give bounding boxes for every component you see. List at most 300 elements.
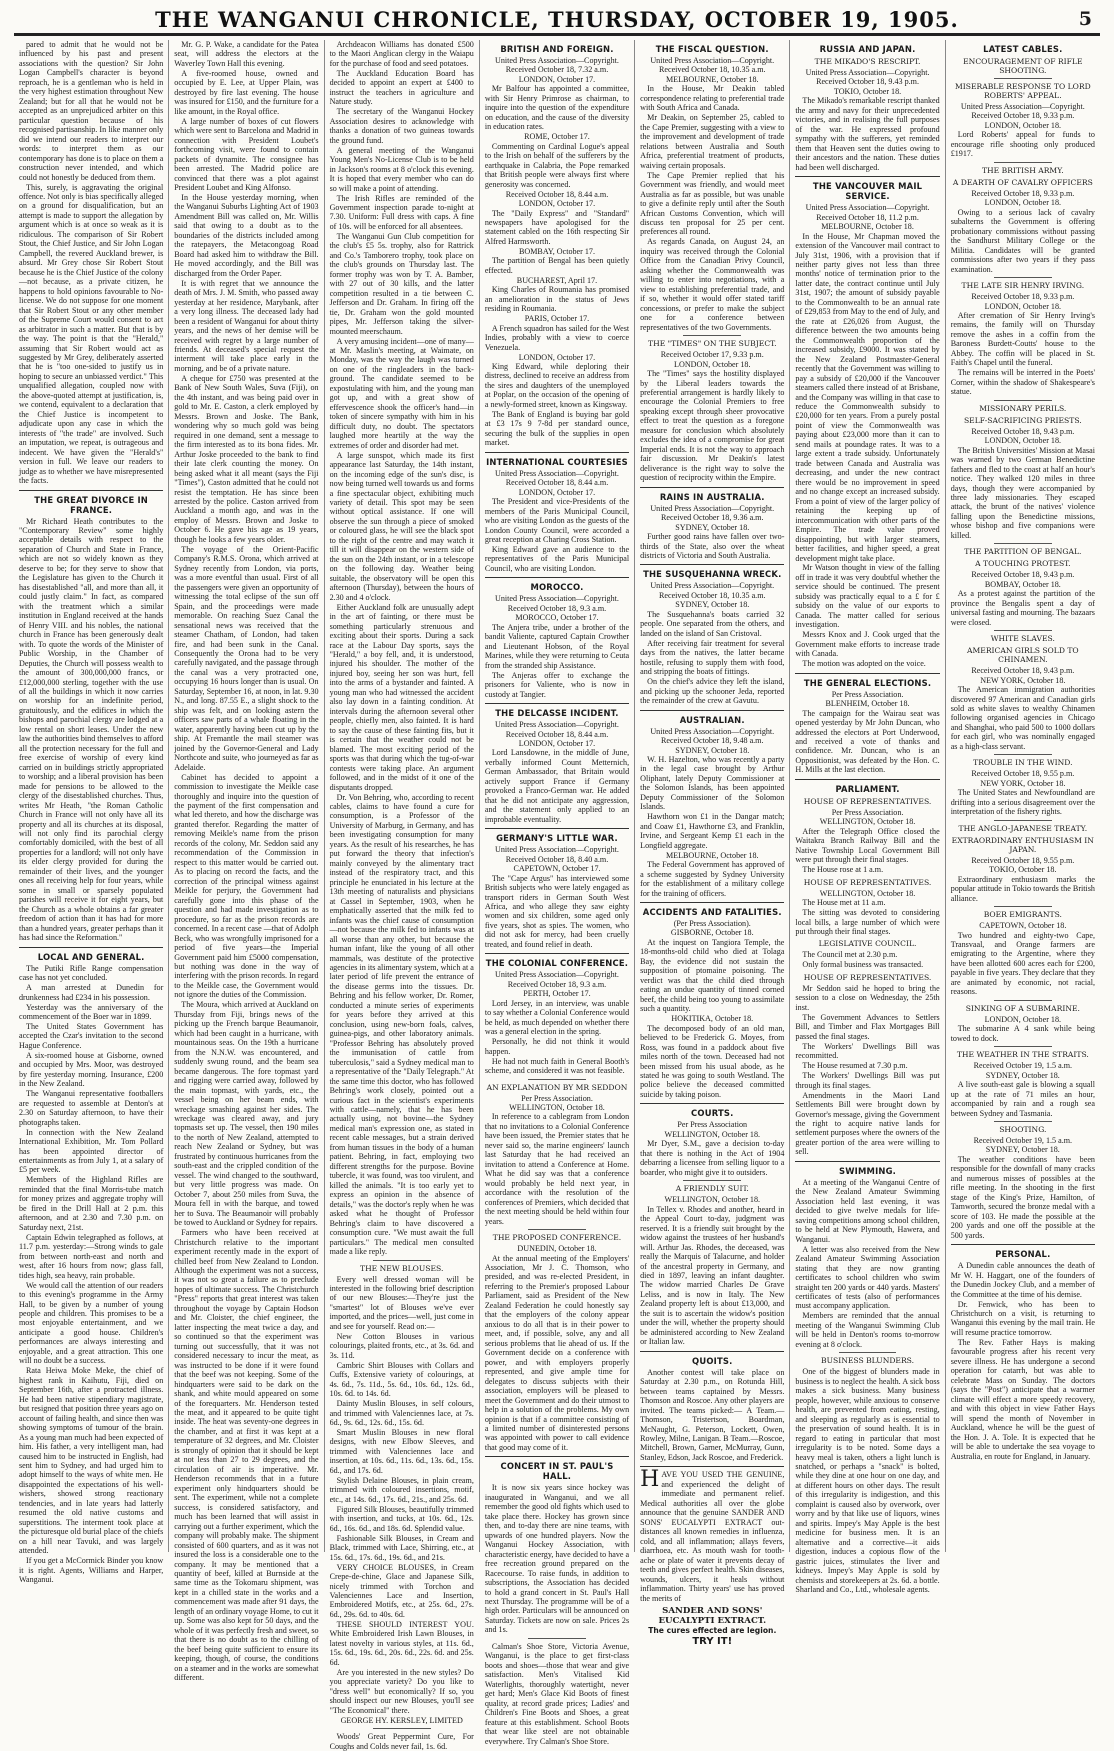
article-paragraph: The Mikado's remarkable rescript thanked the army and navy for their unprecedented victories, and in realising the full purposes of the war. He expressed profound sympathy with the sufferers, yet reminded them that Heaven sent the duties owing to their ancestors and the nation. These duties had been well discharged. [795,96,940,172]
article-paragraph: Further good rains have fallen over two-thirds of the State, also over the wheat districts of Victoria and South Australia. [640,532,785,560]
article-paragraph: The Workers' Dwellings Bill was put through its final stages. [795,1071,940,1090]
newspaper-title: THE WANGANUI CHRONICLE, THURSDAY, OCTOBER 19, 1905. [155,6,959,32]
dateline: PARIS, October 17. [524,314,590,324]
article-paragraph: The Cape Premier replied that his Government was friendly, and would meet Australia as far as possible, but was unable to give a definite reply until after the South African Customs Convention, which will discuss ten proposal for 25 per cent. preferences all round. [640,170,785,237]
dateline: Per Press Association. [831,689,904,699]
article-paragraph: Only formal business was transacted. [802,960,924,970]
column-5 [635,40,790,1647]
dateline: United Press Association—Copyright. Received October 18, 8.40 a.m. [495,845,619,864]
article-paragraph: Dr. Fenwick, who has been to Christchurch on a visit, is returning to Wanganui this evening by the mail train. He will resume practice tomorrow. [950,1299,1095,1337]
column-3 [325,40,480,1751]
article-paragraph: Personally, he did not think it would happen. [484,1037,630,1056]
article-paragraph: Mr Richard Heath contributes to the "Contemporary Review" some highly acceptable details with respect to the separation of Church and State in France, which are not so widely known as they deserve to be; for they serve to show that the Legislature has given to the Church it has disestablished "all, and more than all, it could justly claim." In fact, as compared with the treatment which a similar institution in England received at the hands of Henry VIII. and his nobles, the national church in France has been generously dealt with. To quote the words of the Minister of Public Worship, in the Chamber of Deputies, the Church will possess wealth to the amount of 300,000,000 francs, or £12,000,000 sterling, together with the use of all the buildings in which it now carries on worship for an indefinite period, gratuitously, and the edifices in which the bishops and parochial clergy are lodged at a low rental on short leases. Under the new law the authorities bind themselves to afford all the protection necessary for the full and free exercise of worship of every kind carried on in buildings strictly appropriated to worship; and a liberal provision has been made for pensions to be allowed to the clergy of the disestablished churches. Thus, writes Mr Heath, "the Roman Catholic Church in France will not only have all its property and all its churches at its disposal, will not only find its parochial clergy comfortably domiciled, with the best of all properties for a landlord; will not only have its elder clergy provided for during the remainder of their lives, and the younger ones all receiving help for four years, while some in small or sparsely populated parishes will receive it for eight years, but the Church as a whole obtains a far greater freedom of action than it has had for more than a hundred years, greater perhaps than it has had since the Reformation." [19,516,164,943]
article-paragraph: The House met at 11 a.m. [802,898,886,908]
article-paragraph: The Anjera tribe, under a brother of the bandit Valiente, captured Captain Crowther and Lieutenant Hobson, of the Royal Marines, while they were returning to Ceuta from the stranded ship Assistance. [484,622,630,670]
section-subheading: MISSIONARY PERILS. [979,403,1067,413]
article-paragraph: Either Auckland folk are unusually adept in the art of fainting, or there must be something particularly strenuous and exciting about their sports. During a sack race at the Labour Day sports, says the "Herald," a boy fell, and, it is understood, injured his shoulder. The mother of the injured boy, seeing her son was hurt, fell into the arms of a bystander and fainted. A young man who had witnessed the accident also lay down in a fainting condition. At intervals during the afternoon several other people, chiefly men, also fainted. It is hard to say the cause of these fainting fits, but it is certain that the weather could not be blamed. The most exciting period of the sports was that during which the tug-of-war contests were taking place. An argument followed, and in the midst of it one of the disputants dropped. [329,602,474,792]
article-paragraph: Mr Deakin, on September 25, cabled to the Cape Premier, suggesting with a view to the improvement and development of trade relations between Australia and South Africa, preferential treatment of products, waiving certain proposals. [640,113,785,170]
article-paragraph: In reference to a cablegram from London that no invitations to a Colonial Conference have been issued, the Premier states that he never said so, the marine engineers' launch last Saturday that he had received an invitation to attend a Conference at Home. What he did say was that a conference would probably be held next year, in accordance with the resolution of the conferences of Premiers, which decided that the next meeting should be held within four years. [484,1112,630,1226]
section-heading: THE GREAT DIVORCE IN FRANCE. [34,494,149,515]
article-paragraph: On the chief's advice they left the island, and picking up the schooner Jeda, reported the remainder of the crew at Gavutu. [640,677,785,706]
article-paragraph: One of the biggest of blunders made in business is to neglect the health. A sick boss makes a sick business. Many business people, however, while anxious to conserve health, are prevented from eating, resting, and sleeping as regularly as is essential to the preservation of sound health. It is in regard to eating in particular that most irregularity is to be noted. Some days a heavy meal is taken, others a light lunch is snatched, or perhaps a "snack" is bolted, while they dine at one hour on one day, and at different hours on other days. The result of this irregularity is indigestion, and this complaint is caused also by overwork, over worry and by that like use of liquors, wines and spirits. Impey's May Apple is the best medicine for business men. It is an alternative and a corrective—it aids digestion, induces a copious flow of the gastric juices, stimulates the liver and kidneys. Impey's May Apple is sold by chemists and storekeepers at 2s. 6d. a bottle. Sharland and Co., Ltd., wholesale agents. [795,1367,940,1595]
ad-body: AVE YOU USED THE GENUINE, and experienced the delight of immediate and permanent relief. Medical authorities all over the globe announce that the genuine SANDER AND SONS' EUCALYPTI EXTRACT out-distances all known remedies in influenza, cold, and all inflammation; allays fevers, diarrhoea, etc. As mouth wash for tooth-ache or plate of water it prevents decay of teeth and gives perfect health. Skin diseases, wounds, ulcers, it heals without inflammation. Thirty years' use has proved the merits of [640,1470,785,1603]
article-paragraph: A French squadron has sailed for the West Indies, probably with a view to coerce Venezuela. [484,323,630,352]
article-paragraph: Hawthorn won £1 in the Dangar match; and Coaw £1, Hawthorne £3, and Franklin, Irvine, and Sergeant Kemp £1 each in the Longfield aggregate. [640,812,785,850]
article-paragraph: The Bank of England is buying bar gold at £3 17s 9 7-8d per standard ounce, securing the bulk of the supplies in open market. [484,409,630,448]
dateline: LONDON, October 18. [984,120,1062,130]
divider [994,400,1052,401]
article-paragraph: In connection with the New Zealand International Exhibition, Mr. Tom Pollard has been appointed director of entertainments as from July 1, at a salary of £5 per week. [19,1127,164,1175]
divider [994,543,1052,544]
dateline: MOROCCO, October 17. [515,613,599,623]
article-paragraph: The submarine A 4 sank while being towed to dock. [950,1024,1095,1043]
article-paragraph: Dr. Von Behring, who, according to recent cables, claims to have found a cure for consumption, is a Professor of the University of Marburg, in Germany, and has been investigating consumption for many years. As the result of his researches, he has put forward the theory that infection's mainly conveyed by the alimentary tract instead of the respiratory tract, and this principle he enunciated in his lecture at the 13th meeting of naturalists and physicians at Cassel in September, 1903, when he emphatically asserted that the milk fed to infants was the chief cause of consumption—not because the milk fed to infants was at all worse than any other, but because the human infant, like the young of all other mammals, was destitute of the protective agencies in its alimentary system, which at a later period of life prevent the entrance of the disease germs into the tissues. Dr. Behring and his fellow worker, Dr. Romer, conducted a minute series of experiments for years before they arrived at this conclusion, using new-born foals, calves, guinea-pigs, and other laboratory animals. "Professor Behring has absolutely proved the immunisation of cattle from tuberculosis," said a Sydney medical man to a representative of the "Daily Telegraph." At the same time this doctor, who has followed Behring's work closely, pointed out a curious fact in the scientist's experiments with cattle—namely, that he has been actually using, not bovine—the Sydney medical man's expression one, as stated in recent cable messages, but a strain derived from human tissues in the body of a human patient. Behring, in fact, employing two different strengths for the purpose. Bovine tubercle, it was found, was too virulent, and killed the animals. "It is too early yet to express an opinion in the absence of details," was the doctor's reply when he was asked what he thought of Professor Behring's claim to have discovered a consumption cure. "We must await the full particulars." The medical men consulted made a like reply. [329,792,474,1257]
article-paragraph: Another contest will take place on Saturday at 2.30 p.m., on Rotunda Hill, between teams captained by Messrs. Thomson and Roscoe. Any other players are invited. The teams picked:— A Team.—Thomson, Tristertson, Boardman, McNaught, G. Peterson, Lockett, Owen, Rowley, Milne, Lanigan. B Team.—Roscoe, Mitchell, Brown, Garner, McMurray, Gunn, Stanley, Edson, Jack Roscoe, and Frederick. [640,1367,785,1462]
divider [839,1352,897,1353]
article-paragraph: The Wanganui representative footballers are requested to assemble at Denton's at 2.30 on Saturday afternoon, to have their photographs taken. [19,1089,164,1127]
section-subheading: HOUSE OF REPRESENTATIVES. [803,796,932,806]
section-heading: THE GENERAL ELECTIONS. [803,677,932,688]
article-paragraph: Owing to a serious lack of cavalry subalterns the Government is offering probationary commissions without passing the Sandhurst Military College or the Militia. Candidates will be granted commissions after two years if they pass examination. [950,207,1095,274]
article-paragraph: The "Cape Argus" has interviewed some British subjects who were lately engaged as transport riders in German South West Africa, and who allege they saw eighty women and six children, some aged only five years, shot as spies. The women, who did not ask for mercy, had been cruelly treated, and found relief in death. [484,873,630,949]
divider [994,1000,1052,1001]
article-paragraph: Mr. G. P. Wake, a candidate for the Patea seat, will address the electors at the Waverley Town Hall this evening. [174,40,319,68]
dateline: Per Press Association. [831,807,904,817]
article-paragraph: The Moura, which arrived at Auckland on Thursday from Fiji, brings news of the picking up the French barque Beaumanoir, which had been caught in a hurricane, with mountainous seas. On the 19th a hurricane from the N.N.W. was encountered, and suddenly swung round, and the beam sea became dangerous. The fore topmast yard and rigging were carried away, followed by the main topmast, with yards, etc., the vessel being on her beam ends, with wreckage smashing against her sides. The wreckage was cleared away, and jury topmasts set up. The vessel, then 190 miles to the north of New Zealand, attempted to reach New Zealand or Sydney, but was frustrated by continuous hurricanes from the south-east and the crippled condition of the vessel. The wind changed to the southward, but very little progress was made. On October 7, about 250 miles from Suva, the Moura fell in with the barque, and towed her to Suva. The Beaumanoir will probably be towed to Auckland or Sydney for repairs. [174,1000,319,1228]
section-rule [640,902,784,903]
section-rule [485,1456,629,1457]
article-paragraph: The remains will be interred in the Poets' Corner, within the shadow of Shakespeare's statue. [950,368,1095,397]
dateline: LONDON, October 17. [518,487,596,497]
article-paragraph: pared to admit that he would not be influenced by his past and present associations with the question? Sir John Logan Campbell's character is beyond reproach, he is a gentleman who is held in the very highest estimation throughout New Zealand; but for all that he would not be accepted as an unprejudiced arbiter on this particular question because of his recognised partisanship. In like manner only did we intend our readers to interpret our words: to interpret them as our contemporary has done is to place on them a construction never intended, and which could not honestly be deduced from them. [19,40,164,182]
section-subheading: THE WEATHER IN THE STRAITS. [956,1050,1089,1060]
article-paragraph: Members of the Highland Rifles are reminded that the final Morris-tube match for money prizes and aggregate trophy will be fired in the Drill Hall at 2 p.m. this afternoon, and at 2.30 and 7.30 p.m. on Saturday next, 21st. [19,1175,164,1232]
article-paragraph: A letter was also received from the New Zealand Amateur Swimming Association stating that they are now granting certificates to school children who swim straight ten 200 yards or 440 yards. Masters' certificates of tests (also of performances must accompany application. [795,1244,940,1311]
article-paragraph: Mr Dyer, S.M., gave a decision to-day that there is nothing in the Act of 1904 debarring a licensee from selling liquor to a boarder, who might give it to outsiders. [640,1139,785,1177]
section-rule [485,452,629,453]
section-subheading: THE "TIMES" ON THE SUBJECT. [648,339,777,349]
article-paragraph: A Dunedin cable announces the death of Mr W. H. Haggart, one of the founders of the Dunedin Jockey Club, and a member of the Committee at the time of his demise. [950,1261,1095,1299]
ad-paragraph: THESE SHOULD INTEREST YOU. White Embroidered Irish Lawn Blouses, in latest novelty in various styles, at 11s. 6d., 15s. 6d., 19s. 6d., 20s. 6d., 22s. 6d. and 25s. 6d. [329,1619,474,1667]
article-paragraph: After cremation of Sir Henry Irving's remains, the family will on Thursday remove the ashes in a coffin from the Baroness Burdett-Coutts' house to the Abbey. The coffin will be placed in St. Faith's Chapel until the funeral. [950,310,1095,368]
dateline: Received October 18, 9.43 p.m. [971,666,1075,676]
divider [994,78,1052,79]
article-paragraph: The Susquehanna's boats carried 32 people. One separated from the others, and landed on the island of San Cristoval. [640,609,785,638]
article-paragraph: The Government Advances to Settlers Bill, and Timber and Flax Mortgages Bill passed the final stages. [795,1012,940,1041]
dateline: United Press Association—Copyright. Received October 18, 10.35 a.m. [650,581,775,600]
columns [14,40,1100,1751]
section-rule [19,490,163,491]
section-heading: COURTS. [691,1108,734,1119]
article-paragraph: It is with regret that we announce the death of Mrs. J. M. Smith, who passed away yesterday at her residence, Marybank, after a very long illness. The deceased lady had been a resident of Wanganui for about thirty years, and the news of her demise will be received with regret by a large number of friends. At deceased's special request the interment will take place early in the morning, and be of a private nature. [174,278,319,373]
divider [994,630,1052,631]
article-paragraph: The Anjeras offer to exchange the prisoners for Valiente, who is now in custody at Tangier. [484,670,630,699]
dateline: LONDON, October 18. [674,359,751,369]
column-6 [790,40,945,1595]
section-subheading: EXTRAORDINARY ENTHUSIASM IN JAPAN. [951,835,1094,854]
section-subheading: A FRIENDLY SUIT. [675,1184,749,1194]
dateline: CAPETOWN, October 18. [979,921,1067,931]
article-paragraph: In the House, Mr Chapman moved the extension of the Vancouver mail contract to July 31st, 1906, with a provision that if neither party gives not less than three months' notice of termination prior to the latter date, the contract continue until July 31st, 1907; the amount of subsidy payable to the Commonwealth to be an annual rate of £29,853 from May to the end of July, and the rate at £26,026 from August, the difference between the two amounts being the Commonwealth proportion of the increased subsidy, £9000. It was stated by the New Zealand Postmaster-General recently that the Government was willing to pay a subsidy of £20,000 if the Vancouver steamers called there instead of at Brisbane, and the Company was willing in that case to reduce the Commonwealth subsidy to £20,000 for ten years. From a purely postal point of view the Commonwealth was paying about £23,000 more than it can to send mails at poundage rates. It was to a large extent a trade subsidy. Unfortunately trade between Canada and Australia was decreasing, and under the new contract there would be no improvement in speed and no change except an increased subsidy. From a point of view of the larger policy of retaining the keeping up of intercommunication with other parts of the Empire. The trade value proved disappointing, but with larger steamers, better facilities, and higher speed, a great development might take place. [795,231,940,563]
section-heading: THE DELCASSE INCIDENT. [495,708,619,719]
article-paragraph: We would call the attention of our readers to this evening's programme in the Army Hall, to be given by a number of young people and children. This promises to be a most enjoyable entertainment, and we anticipate a good house. Children's performances are always interesting and enjoyable, and a great attraction. This one will no doubt be a success. [19,1280,164,1366]
article-paragraph: Lord Lansdowne, in the middle of June, verbally informed Count Metternich, German Ambassador, that Britain would actively support France if Germany provoked a Franco-German war. He added that he did not anticipate any aggression, and the statement only applied to an improbable eventuality. [484,748,630,824]
section-rule [640,1351,784,1352]
section-subheading: THE MIKADO'S RESCRIPT. [814,57,921,66]
dateline: United Press Association—Copyright. Received October 18, 10.35 a.m. [650,56,775,75]
section-heading: MOROCCO. [530,582,584,593]
section-heading: LOCAL AND GENERAL. [37,951,145,962]
dateline: SYDNEY, October 18. [675,745,750,755]
section-rule [485,577,629,578]
section-subheading: BUSINESS BLUNDERS. [821,1356,915,1366]
divider [373,1260,431,1261]
article-paragraph: The secretary of the Wanganui Hockey Association desires to acknowledge with thanks a donation of two guineas towards the ground fund. [329,107,474,145]
section-heading: LATEST CABLES. [983,44,1063,54]
article-paragraph: In Tellex v. Rhodes and another, heard in the Appeal Court to-day, judgment was reserved. It is a friendly suit brought by the widow against the trustees of her husband's will. Arthur Jas. Rhodes, the deceased, was really the Marquis of Talacurne, and holder of the ancestral property in Germany, and died in 1897, leaving an infant daughter. The widow married Charles De Grave Leliss, and is now in Italy. The New Zealand property left is about £13,000, and the suit is to ascertain the widow's position under the will, whether the property should be administered according to New Zealand or Italian law. [640,1204,785,1347]
section-rule [795,1161,939,1162]
article-paragraph: A six-roomed house at Gisborne, owned and occupied by Mrs. Moor, was destroyed by fire yesterday morning. Insurance, £200 in the New Zealand. [19,1050,164,1089]
article-paragraph: The campaign for the Wairau seat was opened yesterday by Mr John Duncan, who addressed the electors at Port Underwood, and received a vote of thanks and confidence. Mr. Duncan, who is an Oppositionist, was defeated by the Hon. C. H. Mills at the last election. [795,708,940,775]
dateline: PERTH, October 17. [523,989,591,999]
dateline: BUCHAREST, April 17. [516,275,598,285]
masthead-rule [14,33,1100,36]
dateline: LONDON, October 18. [984,1014,1062,1024]
dateline: LONDON, October 17. [518,199,596,209]
divider [994,754,1052,755]
article-paragraph: A live south-east gale is blowing a squall up at the rate of 71 miles an hour, accompanied by rain and a rough sea between Sydney and Tasmania. [950,1080,1095,1118]
article-paragraph: Mr Balfour has appointed a committee, with Sir Henry Primrose as chairman, to inquire into the question of the expenditure on education, and the cause of the diversity in education rates. [484,84,630,132]
dateline: LONDON, October 18. [984,436,1062,446]
dateline: GISBORNE, October 18. [670,928,754,938]
section-subheading: HOUSE OF REPRESENTATIVES. [803,972,932,982]
section-subheading: AN EXPLANATION BY MR SEDDON [486,1082,628,1092]
dateline: WELLINGTON, October 18. [664,1129,761,1139]
dateline: United Press Association—Copyright. Received October 18, 11.2 p.m. [805,203,930,222]
dateline: LONDON, October 17. [518,352,596,362]
article-paragraph: He had not much faith in General Booth's scheme, and considered it was not feasible. [484,1056,630,1076]
dateline: United Press Association—Copyright. Received October 18, 9.48 a.m. [650,726,775,746]
dateline: MELBOURNE, October 18. [821,222,914,232]
article-paragraph: The American immigration authorities discovered 97 American and Canadian girls sold as white slaves to wealthy Chinamen following organised agencies in Chicago and Shanghai, who paid 500 to 1000 dollars for each girl, who was nominally engaged as a high-class servant. [950,685,1095,751]
section-rule [640,1466,784,1467]
dateline: TOKIO, October 18. [989,865,1057,875]
dateline: Received October 18, 9.43 p.m. [971,426,1075,436]
section-subheading: BOER EMIGRANTS. [983,910,1062,920]
ad-paragraph: Woods' Great Peppermint Cure, For Coughs and Colds never fail, 1s. 6d. [329,1732,474,1751]
ad-tagline: The cures effected are legion. [648,1625,777,1635]
section-subheading: THE PROPOSED CONFERENCE. [492,1233,622,1243]
section-subheading: HOUSE OF REPRESENTATIVES. [803,877,932,887]
section-heading: PERSONAL. [995,1249,1051,1260]
dateline: United Press Association—Copyright. Received October 18, 9.43 p.m. [805,68,930,87]
article-paragraph: As regards Canada, on August 24, an inquiry was received through the Colonial Office from the Canadian Privy Council, asking whether the Commonwealth was willing to enter into negotiations, with a view to establishing preferential trade, and if so, whether it would offer stated tariff concessions, or prefer to make the subject one for a conference between representatives of the two Governments. [640,237,785,332]
dateline: United Press Association—Copyright. Received October 18, 8.44 a.m. [495,468,619,488]
dateline: NEW YORK, October 18. [980,778,1066,788]
article-paragraph: King Edward, while deploring their distress, declined to receive an address from the sires and daughters of the unemployed at Poplar, on the occasion of the opening of a newly-formed street, known as Kingsway. [484,362,630,409]
divider [994,162,1052,163]
article-paragraph: Rata Heiwa Moke Meke, the chief of highest rank in Kaihutu, Fiji, died on September 16th, after a protracted illness. He had been native stipendiary magistrate, but resigned that position three years ago on account of failing health, and since then was showing symptoms of tumour of the brain. As a young man much had been expected of him. His father, a very intelligent man, had caused him to be instructed in English, had sent him to Sydney, and had urged him to adopt himself to the ways of white men. He disappointed the expectations of his well-wishers, showed strong reactionary tendencies, and in late years had latterly resumed the old native customs and superstitions. The interment took place at the picturesque old burial place of the chiefs on a hill near Tavuki, and was largely attended. [19,1366,164,1556]
article-paragraph: Members are reminded that the annual meeting of the Wanganui Swimming Club will be held in Denton's rooms to-morrow evening at 8 o'clock. [795,1311,940,1349]
section-subheading: LEGISLATIVE COUNCIL. [818,939,917,949]
article-paragraph: The voyage of the Orient-Pacific Company's R.M.S. Orona, which arrived at Sydney recently from London, via ports, was a more eventful than usual. First of all the passengers were given an opportunity of witnessing the total eclipse of the sun off Spain, and the proceedings were made memorable. On reaching Suez Canal the sensational news was received that the steamer Chatham, of London, had taken fire, and had been sunk in the Canal. Consequently the Orona had to be very carefully navigated, and the passage through the canal was a very protracted one, occupying 16 hours longer than is usual. On Saturday, September 16, at noon, in lat. 9.30 N., and long. 87.55 E., a slight shock to the ship was felt, and on looking astern the officers saw parts of a whale floating in the water, apparently having been cut up by the ship. At Fremantle the mail steamer was joined by the Governor-General and Lady Northcote and suite, who journeyed as far as Adelaide. [174,544,319,772]
section-subheading: A DEARTH OF CAVALRY OFFICERS [952,177,1093,187]
ad-paragraph: Calman's Shoe Store, Victoria Avenue, Wanganui, is the place to get first-class boots and shoes—those that wear and give satisfaction. Men's Vitalised Kid Waterlights, thoroughly watertight, never get hard; Men's Glace Kid Boots of finest quality, at record grade prices; Ladies' and Children's Fine Boots and Shoes, a great feature at this establishment. School Boots that wear like steel are not obtainable everywhere. Try Calman's Shoe Store. [484,1641,630,1746]
dateline: BLENHEIM, October 18. [825,699,910,709]
ad-paragraph: Smart Muslin Blouses in new floral designs, with new Elbow Sleeves, and trimmed with Valenciennes lace and insertion, at 10s. 6d., 11s. 6d., 13s. 6d., 15s. 6d., and 17s. 6d. [329,1428,474,1475]
dateline: WELLINGTON, October 18. [664,1195,761,1205]
divider [994,906,1052,907]
divider [373,1728,431,1729]
section-rule [485,828,629,829]
section-rule [485,953,629,954]
article-paragraph: If you get a McCormick Binder you know it is right. Agents, Williams and Harper, Wanganui. [19,1556,164,1585]
article-paragraph: This, surely, is aggravating the original offence. Not only is bias specifically alleged on a ground for disqualification, but an attempt is made to support the allegation by argument which is at once so weak as it is ridiculous. The comparison of Sir Robert Stout, the Chief Justice, and Sir John Logan Campbell, the revered Auckland brewer, is absurd. Mr Grey chose Sir Robert Stout because he is the Chief Justice of the colony—not because, as a private citizen, he happens to hold opinions favourable to No-license. We do not suppose for one moment that Sir Robert Stout or any other member of the Supreme Court would consent to act as arbitrator in such a matter. But that is by the way. The point is that the "Herald," assuming that Sir Robert would act as suggested by Mr Grey, deliberately asserted that he is "too one-sided to justify us in hoping to secure an unbiassed verdict." This unqualified allegation, coupled now with the above-quoted attempt at justification, is, we contend, equivalent to a declaration that the Chief Justice is incompetent to adjudicate upon any case in which the interests of "the trade" are involved. Such an imputation, we repeat, is outrageous and indecent. We have given the "Herald's" version in full. We leave our readers to judge as to whether we have misrepresented the facts. [19,182,164,486]
ad-paragraph: Dainty Muslin Blouses, in self colours, and trimmed with Valenciennes lace, at 7s. 6d., 9s. 6d., 12s. 6d., 15s. 6d. [329,1399,474,1428]
dateline: TOKIO, October 18. [833,86,902,96]
divider [994,1046,1052,1047]
article-paragraph: It is now six years since hockey was inaugurated in Wanganui, and we all remember the good old fights which used to take place there. Hockey has grown since then, and to-day there are nine teams, with upwards of one hundred players. Now the Wanganui Hockey Association, with characteristic energy, have decided to have a free recreation ground prepared on the Racecourse. To raise funds, in addition to subscriptions, the Association has decided to hold a grand concert in St. Paul's Hall next Thursday. The programme will be of a high order. Particulars will be announced on Saturday. Tickets are now on sale. Prices 2s and 1s. [484,1483,630,1635]
article-paragraph: The Putiki Rifle Range compensation case has not yet concluded. [19,963,164,983]
dateline: Per Press Association [677,1120,748,1130]
article-paragraph: The Council met at 2.30 p.m. [802,950,898,960]
dateline: Received October 19, 1.5 a.m. [973,1136,1073,1145]
dateline: SYDNEY, October 18. [985,1070,1060,1080]
article-paragraph: Two hundred and eighty-two Cape, Transvaal, and Orange farmers are emigrating to the Argentine, where they have been allotted 600 acres each for £200, payable in five years. They declare that they are animated by economic, not racial, reasons. [950,930,1095,997]
section-heading: BRITISH AND FOREIGN. [500,44,614,54]
masthead [18,6,1096,32]
dateline: United Press Association—Copyright. Received October 18, 7.32 a.m. [495,56,619,75]
dateline: DUNEDIN, October 18. [517,1244,597,1254]
article-paragraph: Messrs Knox and J. Cook urged that the Government make efforts to increase trade with Canada. [795,630,940,659]
dateline: LONDON, October 18. [984,301,1062,311]
dateline: CAPETOWN, October 17. [513,864,601,874]
dateline: United Press Association—Copyright. Received October 18, 9.3 a.m. [495,594,619,613]
dateline: Received October 18, 9.33 p.m. [971,292,1075,302]
article-paragraph: The "Times" says the hostility displayed by the Liberal leaders towards the preferential arrangement is hardly likely to encourage the Colonial Premiers to free speaking except through sheer provocative effect to treat the question as a foregone measure for conclusion which absolutely excludes the idea of a compromise for great Imperial ends. It is not the way to approach fair discussion. Mr Deakin's latest deliverance is the right way to solve the question of reciprocity within the Empire. [640,369,785,483]
ad-signature: GEORGE HY. KERSLEY, LIMITED [340,1715,463,1725]
article-paragraph: A cheque for £750 was presented at the Bank of New South Wales, Suva (Fiji), on the 4th instant, and was being paid over in gold to Mr. E. Caston, a clerk employed by Messrs. Brown and Joske. The Bank, wondering why so much gold was being required in one demand, sent a message to the firm interested as to its bona fides. Mr. Arthur Joske proceeded to the bank to find their late clerk counting the money. On being asked what it all meant (says the Fiji "Times"), Caston admitted that he could not resist the temptation. He has since been arrested by the police. Caston arrived from Auckland a month ago, and was in the employ of Messrs. Brown and Joske to October 6. He gave his age as 19 years, though he looks a few years older. [174,373,319,544]
section-rule [640,487,784,488]
section-subheading: MISERABLE RESPONSE TO LORD ROBERTS' APPEAL. [954,82,1091,100]
ad-paragraph: Figured Silk Blouses, beautifully trimmed with insertion, and tucks, at 10s. 6d., 12s. 6d., 16s. 6d., and 18s. 6d. Splendid value. [329,1504,474,1533]
section-subheading: THE BRITISH ARMY. [981,165,1064,175]
dateline: Received October 18, 9.43 p.m. [971,570,1075,580]
article-paragraph: A large number of boxes of cut flowers which were sent to Barcelona and Madrid in connection with President Loubet's forthcoming visit, were found to contain packets of dynamite. The consignee has been arrested. The Madrid police are convinced that there was a plot against President Loubet and King Alfonso. [174,116,319,193]
article-paragraph: Mr Watson thought in view of the falling off in trade it was very doubtful whether the service should be continued. The present subsidy was practically equal to a £ for £ subsidy on the value of our exports to Canada. The matter called for serious investigation. [795,563,940,630]
dateline: (Per Press Association). [673,919,751,928]
dateline: WELLINGTON, October 18. [819,817,916,827]
article-paragraph: The Rev. Father Hays is making favourable progress after his recent very severe illness. He has undergone a second operation for catarrh, but was able to celebrate Mass on Sunday. The doctors (says the "Post") anticipate that a warmer climate will effect a more speedy recovery, and with this object in view Father Hays will spend the month of November in Auckland, whence he will be the guest of the Hon. J. A. Tole. It is expected that he will be able to undertake the sea voyage to Australia, en route for England, in January. [950,1337,1095,1461]
article-paragraph: Amendments in the Maori Land Settlements Bill were brought down by Governor's message, giving the Government the right to acquire native lands for settlement purposes where the owners of the greater portion of the area were willing to sell. [795,1090,940,1157]
article-paragraph: W. H. Hazelton, who was recently a party in the legal case brought by Arthur Oliphant, lately Deputy Commissioner at the Solomon Islands, has been appointed Deputy Commissioner of the Solomon Islands. [640,754,785,812]
dateline: United Press Association—Copyright. Received October 18, 9.33 p.m. [960,102,1085,121]
ad-paragraph: Every well dressed woman will be interested in the following brief description of our new Blouses:—They're just the "smartest" lot of Blouses we've ever imported, and the prices—well, just come in and see for yourself. Read on:— [329,1274,474,1331]
divider [994,277,1052,278]
divider [528,1079,586,1080]
dateline: LONDON, October 18. [984,198,1062,208]
article-paragraph: The United States and Newfoundland are drifting into a serious disagreement over the interpretation of the fishery rights. [950,788,1095,817]
dateline: SYDNEY, October 18. [985,1145,1060,1155]
divider [683,335,741,336]
dateline: Received October 18, 9.55 p.m. [971,855,1075,865]
article-paragraph: The motion was adopted on the voice. [802,659,926,669]
ad-paragraph: Are you interested in the new styles? Do you appreciate variety? Do you like to "dress well" but economically? If so, you should inspect our new Blouses, you'll see "The Economical" there. [329,1667,474,1715]
article-paragraph: The United States Government has accepted the Czar's invitation to the second Hague Conference. [19,1021,164,1050]
article-paragraph: A very amusing incident—one of many—at Mr. Maslin's meeting, at Waimate, on Monday, was the way the laugh was turned on one of the ringleaders in the back-ground. The candidate seemed to be expostulating with him, and the young man got up, and with a great show of effervescence shook the officer's hand—in token of sincere sympathy with him in his difficult duty, no doubt. The spectators laughed more heartily at the way the extremes of order and disorder had met. [329,336,474,450]
section-heading: RAINS IN AUSTRALIA. [659,491,765,502]
dateline: MELBOURNE, October 18. [665,850,759,860]
section-heading: THE VANCOUVER MAIL SERVICE. [812,181,923,202]
ad-paragraph [640,1467,785,1603]
article-paragraph: The decomposed body of an old man, believed to be Frederick G. Moyes, from Ross, was found in a paddock about five miles north of the town. Deceased had not been missed from his usual abode, as he stated he was going to south Westland. The police believe the deceased committed suicide by taking poison. [640,1023,785,1099]
article-paragraph: The Auckland Education Board has decided to appoint an expert at £400 to instruct the teachers in agriculture and Nature study. [329,68,474,107]
column-4 [480,40,635,1746]
section-subheading: SINKING OF A SUBMARINE. [965,1003,1080,1013]
section-heading: THE FISCAL QUESTION. [655,44,769,54]
section-heading: INTERNATIONAL COURTESIES [486,456,628,467]
section-subheading: AMERICAN GIRLS SOLD TO CHINAMEN. [967,646,1079,665]
article-paragraph: At a meeting of the Wanganui Centre of the New Zealand Amateur Swimming Association held last evening, it was decided to give twelve medals for life-saving competitions among school children, to be held at New Plymouth, Hawera, and Wanganui. [795,1177,940,1244]
article-paragraph: Cabinet has decided to appoint a commission to investigate the Meikle case thoroughly and inquire into the question of the payment of the first compensation and what led thereto, and how the discharge was granted therefor. Regarding the matter of removing Meikle's name from the prison records of the colony, Mr. Seddon said any recommendation of the Commission in respect to this matter would be carried out. As to placing on record the facts, and the correction of the principal witness against Meikle for perjury, the Government had carefully gone into this phase of the question and had made investigation as to procedure, so far as the prison records are concerned. In a recent case —that of Adolph Beck, who was wrongfully imprisoned for a period of five years—the Imperial Government paid him £5000 compensation, but nothing was done in the way of interfering with the prison records. In regard to the Meikle case, the Government would not ignore the duties of the Commission. [174,772,319,1000]
section-rule [795,779,939,780]
article-paragraph: A general meeting of the Wanganui Young Men's No-License Club is to be held in Jackson's rooms at 8 o'clock this evening. It is hoped that every member who can do so will make a point of attending. [329,145,474,193]
article-paragraph: After receiving fair treatment for several days from the natives, the latter became hostile, refusing to supply them with food, and stripping the boats of fittings. [640,638,785,677]
column-1 [14,40,169,1585]
ad-heading: THE NEW BLOUSES. [360,1263,444,1273]
divider [683,1180,741,1181]
article-paragraph: A five-roomed house, owned and occupied by E. Lee, at Upper Plain, was destroyed by fire last evening. The house was insured for £150, and the furniture for a like amount, in the Royal office. [174,68,319,116]
dateline: Received October 18, 9.55 p.m. [971,769,1075,779]
section-heading: THE SUSQUEHANNA WRECK. [643,569,782,580]
dateline: United Press Association—Copyright. Received October 18, 9.36 a.m. [650,503,775,523]
drop-cap: H [640,1467,660,1493]
section-heading: THE COLONIAL CONFERENCE. [485,958,629,969]
dateline: Received October 18, 8.44 a.m. [505,189,609,199]
dateline: LONDON, October 17. [518,74,596,84]
article-paragraph: The Federal Government has approved of a scheme suggested by Sydney University for the establishment of a military college for the training of officers. [640,860,785,898]
section-heading: GERMANY'S LITTLE WAR. [496,833,618,844]
divider [994,1121,1052,1122]
ad-paragraph: Cambric Shirt Blouses with Collars and Cuffs, Extensive variety of colourings, at 4s. 6d., 7s. 11d., 5s. 6d., 10s. 6d., 12s. 6d., 10s. 6d. to 14s. 6d. [329,1360,474,1399]
section-rule [795,673,939,674]
dateline: United Press Association—Copyright. Received October 18, 9.3 a.m. [495,970,619,989]
ad-call-to-action: TRY IT! [692,1635,733,1647]
section-heading: RUSSIA AND JAPAN. [819,44,916,54]
section-rule [485,703,629,704]
dateline: ROME, October 17. [524,132,590,142]
article-paragraph: King Edward gave an audience to the representatives of the Paris Municipal Council, who are visiting London. [484,544,630,573]
dateline: MELBOURNE, October 18. [665,74,759,84]
dateline: SYDNEY, October 18. [675,522,750,532]
section-rule [640,1103,784,1104]
section-rule [795,176,939,177]
dateline: HOKITIKA, October 18. [671,1014,754,1024]
article-paragraph: The British Universities' Mission at Masai was warned by two German Benedictine fathers and fled to the coast at half an hour's notice. They walked 120 miles in three days, though they were accompanied by three lady missionaries. They escaped attack, the brunt of the natives' violence falling upon the Benedictine missions, whose bishop and five companions were killed. [950,445,1095,540]
article-paragraph: The sitting was devoted to considering local bills, a large number of which were put through their final stages. [795,908,940,936]
dateline: WELLINGTON, October 18. [509,1102,605,1112]
section-heading: QUOITS. [692,1355,733,1366]
section-subheading: WHITE SLAVES. [990,634,1055,644]
article-paragraph: In the House yesterday morning, when the Wanganui Suburbs Lighting Act of 1903 Amendment Bill was called on, Mr. Willis said that owing to a doubt as to the boundaries of the districts included among the ratepayers, the Metacongoag Road Board had asked him to withdraw the Bill. He moved accordingly, and the Bill was discharged from the Order Paper. [174,193,319,278]
article-paragraph: The House rose at 1 a.m. [802,865,884,875]
article-paragraph: The Irish Rifles are reminded of the Government inspection parade to-night at 7.30. Uniform: Full dress with caps. A fine of 10s. will be enforced for all absentees. [329,193,474,231]
ad-paragraph: New Cotton Blouses in various colourings, plaited fronts, etc., at 3s. 6d. and 3s. 11d. [329,1331,474,1360]
article-paragraph: In the House, Mr Deakin tabled correspondence relating to preferential trade with South Africa and Canada. [640,84,785,113]
article-paragraph: Extraordinary enthusiasm marks the popular attitude in Tokio towards the British alliance. [950,874,1095,903]
dateline: Received October 19, 1.5 a.m. [973,1061,1073,1071]
article-paragraph: A large sunspot, which made its first appearance last Saturday, the 14th instant, on the incoming edge of the sun's disc, is now being turned well towards us and forms a fine spectacular object, exhibiting much variety of detail. This spot may be seen without optical assistance. If one will observe the sun through a piece of smoked or coloured glass, he will see the black spot to the right of the centre and may watch it till it will disappear on the western side of the sun on the 24th instant, or in a telescope on the following day. Weather being suitable, the observatory will be open this afternoon (Thursday), between the hours of 2.30 and 4 o'clock. [329,450,474,602]
article-paragraph: Captain Edwin telegraphed as follows, at 11.7 p.m. yesterday:—Strong winds to gale from between north-east and north and west, after 16 hours from now; glass fall, tides high, sea heavy, rain probable. [19,1232,164,1280]
section-subheading: THE PARTITION OF BENGAL. [964,547,1082,557]
section-subheading: TROUBLE IN THE WIND. [973,758,1073,768]
article-paragraph: The Wanganui Gun Club competition for the club's £5 5s. trophy, also for Rattrick and Co.'s Tamborero trophy, took place on the club's grounds on Thursday last. The former trophy was won by T. A. Bamber, with 27 out of 30 kills, and the latter competition resulted in a tie between C. Jefferson and Dr. Graham. In firing off the tie, Dr. Graham won the gold mounted pipes, Mr. Jefferson taking the silver-mounted meerschaum. [329,231,474,336]
divider [528,1229,586,1230]
ad-paragraph: Fashionable Silk Blouses, in Cream and Black, trimmed with Lace, Shirring, etc., at 15s. 6d., 17s. 6d., 19s. 6d., and 21s. [329,1533,474,1562]
article-paragraph: Lord Roberts' appeal for funds to encourage rifle shooting only produced £1917. [950,130,1095,159]
article-paragraph: The "Daily Express" and "Standard" newspapers have apologised for the statement cabled on the 16th respecting Sir Alfred Harmsworth. [484,208,630,246]
article-paragraph: Farmers who have been received at Christchurch relative to the important experiment recently made in the export of chilled beef from New Zealand to London. Although the experiment was not a success, it was not so great a failure as to preclude hopes of ultimate success. The Christchurch "Press" reports that great interest was taken throughout the voyage by Captain Hodson and Mr. Cloister, the chief engineer, the latter inspecting the meat twice a day, and so continued so that the experiment was turning out successfully, that it was not considered necessary to incur the meat, as was instructed to be done if it were found that the beef was not keeping. Some of the hindquarters were said to be dark on the shank, and white mould appeared on some of the forequarters. Mr. Henderson tested the meat, and it appeared to be quite tight inside. The heat was seventy-one degrees in the chamber, and at first it was kept at a temperature of 32 degrees, and Mr. Cloister is strongly of opinion that it should be kept at not less than 27 to 29 degrees, and the circulation of air is imperative. Mr. Henderson recommends that in a future experiment only hindquarters should be sent. The experiment, while not a complete success, is considered satisfactory, and much has been learned that will assist in carrying out a further experiment, which the company will probably make. The shipment consisted of 600 quarters, and as it was not insured the loss is a considerable one to the company. It may be mentioned that a quantity of beef, killed at Burnside at the same time as the Tokomaru shipment, was kept in a chilled state in the works and a commencement was made after 91 days, the length of an ordinary voyage Home, to cut it up. Some was also kept for 50 days, and the whole of it was perfectly fresh and sweet, so that there is no doubt as to the chilling of the beef being quite sufficient to ensure its keeping, though, of course, the conditions on a steamer and in the works are somewhat different. [174,1228,319,1683]
dateline: BOMBAY, October 17. [518,246,595,256]
article-paragraph: At the annual meeting of the Employers' Association, Mr J. C. Thomson, who presided, and was re-elected President, in referring to the Premier's proposed Labour Parliament, said as President of the New Zealand Federation he could honestly say that the employers of the colony appear anxious to do all that is in their power to meet, and, if possible, solve, any and all serious problems that lie ahead of us. If the Government decide on a conference with power, and with employers properly represented, and give ample time for delegates to discuss subjects with their association, employers will be pleased to meet the Government and do their utmost to help in a solution of the problems. My own opinion is that if a committee consisting of a limited number of disinterested persons was appointed with power to call evidence that good may come of it. [484,1253,630,1452]
article-paragraph: Lord Jersey, in an interview, was unable to say whether a Colonial Conference would be held, as much depended on whether there was a general election in the spring. [484,998,630,1037]
dateline: Received October 18, 9.33 p.m. [971,188,1075,198]
section-subheading: SHOOTING. [999,1125,1047,1134]
section-rule [19,947,163,948]
article-paragraph: The House resumed at 7.30 p.m. [802,1061,908,1071]
article-paragraph: Commenting on Cardinal Logue's appeal to the Irish on behalf of the sufferers by the earthquake in Calabria, the Pope remarked that British people were always first where generosity was concerned. [484,141,630,189]
section-subheading: SELF-SACRIFICING PRIESTS. [963,415,1082,425]
section-heading: CONCERT IN ST. PAUL'S HALL. [500,1461,614,1482]
dateline: Received October 17, 9.33 p.m. [660,350,764,360]
section-rule [640,710,784,711]
article-paragraph: Yesterday was the anniversary of the commencement of the Boer war in 1899. [19,1002,164,1021]
article-paragraph: After the Telegraph Office closed the Waitakra Branch Railway Bill and the Native Township Local Government Bill were put through their final stages. [795,826,940,865]
article-paragraph: At the inquest on Tangiora Temple, the 18-months-old child who died at Tolaga Bay, the evidence did not sustain the supposition of ptomaine poisoning. The verdict was that the child died through eating an undue quantity of tinned corned beef, the child being too young to assimilate such a quantity. [640,937,785,1014]
dateline: WELLINGTON, October 18. [819,888,916,898]
article-paragraph: As a protest against the partition of the province the Bengalis spent a day of universal fasting and mourning. The bazaars were closed. [950,589,1095,627]
divider [528,1638,586,1639]
article-paragraph: Archdeacon Williams has donated £500 to the Maori Anglican clergy in the Waiapu for the purchase of food and seed potatoes. [329,40,474,68]
section-heading: SWIMMING. [839,1165,897,1176]
article-paragraph: Mr Seddon said he hoped to bring the session to a close on Wednesday, the 25th inst. [795,983,940,1012]
section-subheading: THE ANGLO-JAPANESE TREATY. [958,823,1088,833]
section-heading: ACCIDENTS AND FATALITIES. [642,907,782,917]
section-subheading: THE LATE SIR HENRY IRVING. [961,281,1085,291]
column-2 [169,40,324,1683]
ad-headline: SANDER AND SONS' EUCALYPTI EXTRACT. [658,1605,767,1626]
column-7 [946,40,1100,1552]
article-paragraph: The President and vice-Presidents of the members of the Paris Municipal Council, who are visiting London as the guests of the London County Council, were accorded a great reception at Charing Cross Station. [484,497,630,544]
section-heading: PARLIAMENT. [835,783,900,794]
article-paragraph: A man arrested at Dunedin for drunkenness had £234 in his possession. [19,983,164,1002]
dateline: BOMBAY, October 18. [984,579,1061,589]
section-subheading: A TOUCHING PROTEST. [975,559,1071,569]
article-paragraph: The Workers' Dwellings Bill was recommitted. [795,1041,940,1061]
page-number: 5 [1078,8,1092,30]
divider [994,820,1052,821]
section-rule [640,564,784,565]
article-paragraph: The weather conditions have been responsible for the downfall of many cracks and numerous misses of possibles at the rifle meeting. In the shooting in the first stage of the King's Prize, Hamilton, of Tamworth, secured the bronze medal with a score of 103. He made the possible at the 200 yards and one off the possible at the 500 yards. [950,1154,1095,1240]
dateline: Per Press Association. [521,1093,593,1103]
dateline: NEW YORK, October 18. [980,675,1066,685]
section-subheading: ENCOURAGEMENT OF RIFLE SHOOTING. [963,57,1083,75]
ad-paragraph: Stylish Delaine Blouses, in plain cream, trimmed with coloured insertions, motif, etc., at 14s. 6d., 17s. 6d., 21s., and 25s. 6d. [329,1475,474,1504]
article-paragraph: The partition of Bengal has been quietly effected. [484,256,630,275]
dateline: LONDON, October 17. [518,738,596,748]
dateline: United Press Association—Copyright. Received October 18, 8.44 a.m. [495,720,619,739]
ad-paragraph: VERY CHOICE BLOUSES, in Cream Crepe-de-chine, Glace and Japanese Silk, nicely trimmed with Torchon and Valenciennes Lace and Insertion, Embroidered Motifs, etc., at 25s. 6d., 27s. 6d., 29s. 6d. to 40s. 6d. [329,1562,474,1619]
